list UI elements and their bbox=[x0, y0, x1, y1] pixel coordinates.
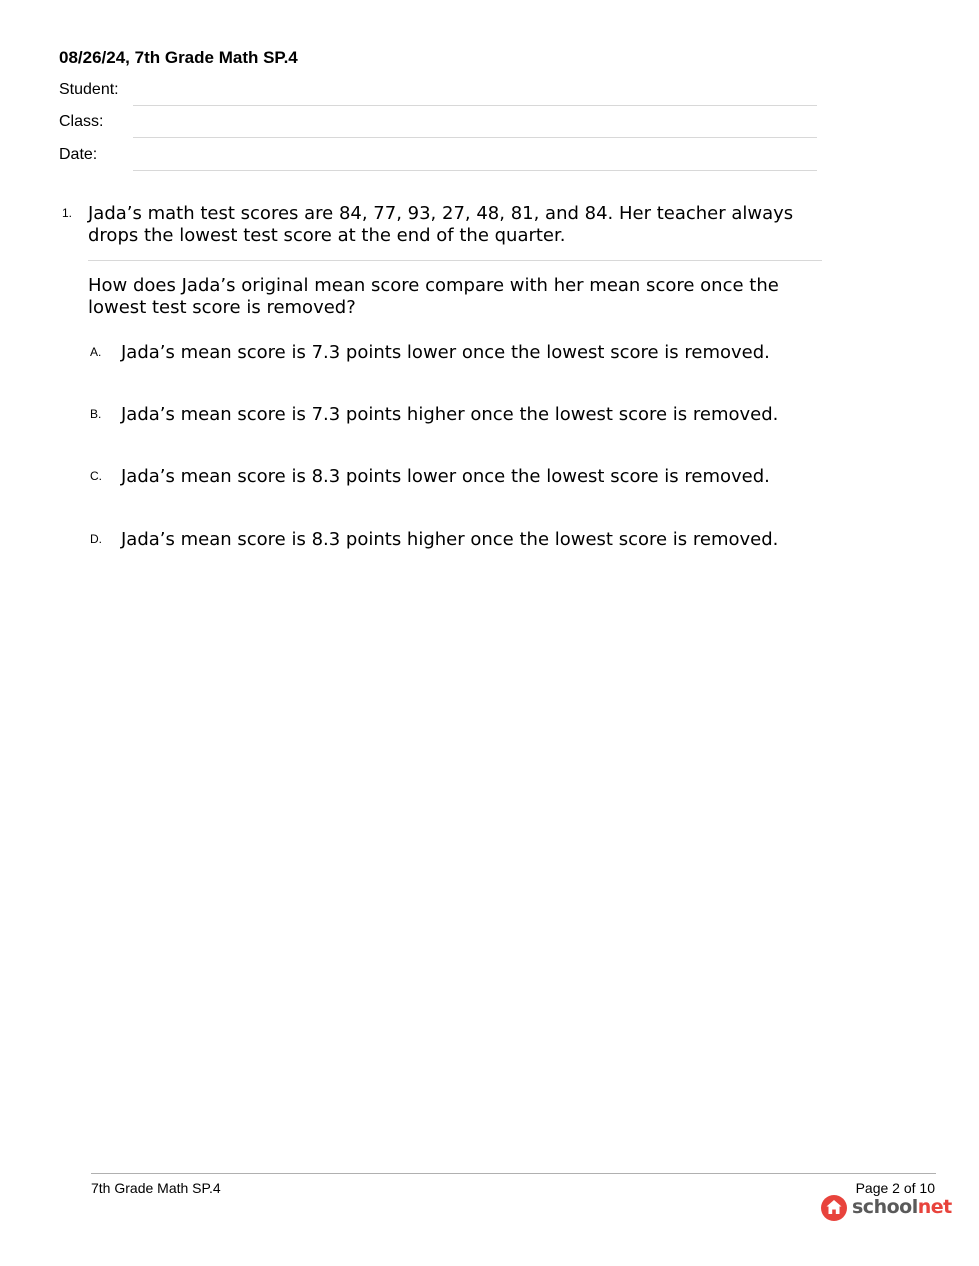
house-icon bbox=[820, 1194, 848, 1222]
question-number: 1. bbox=[62, 206, 73, 220]
date-field bbox=[59, 145, 819, 177]
schoolnet-logo bbox=[820, 1194, 952, 1222]
logo-text-school: school bbox=[852, 1196, 918, 1218]
choice-text: Jada’s mean score is 8.3 points lower once the lowest score is removed. bbox=[121, 466, 770, 487]
footer-divider bbox=[91, 1173, 936, 1174]
choice-text: Jada’s mean score is 7.3 points lower once the lowest score is removed. bbox=[121, 342, 770, 363]
class-line[interactable] bbox=[133, 137, 817, 138]
choice-text: Jada’s mean score is 7.3 points higher once the lowest score is removed. bbox=[121, 404, 779, 425]
choice-text: Jada’s mean score is 8.3 points higher once the lowest score is removed. bbox=[121, 529, 779, 550]
date-line[interactable] bbox=[133, 170, 817, 171]
student-field bbox=[59, 80, 819, 112]
date-label: Date: bbox=[59, 146, 98, 163]
choice-letter: B. bbox=[90, 407, 102, 421]
footer-title: 7th Grade Math SP.4 bbox=[91, 1180, 221, 1196]
page-number: Page 2 of 10 bbox=[855, 1180, 935, 1196]
assessment-title: 08/26/24, 7th Grade Math SP.4 bbox=[59, 48, 298, 67]
class-field bbox=[59, 112, 819, 144]
logo-text-net: net bbox=[917, 1196, 952, 1218]
student-label: Student: bbox=[59, 81, 119, 98]
choice-letter: A. bbox=[90, 345, 102, 359]
question-stem: Jada’s math test scores are 84, 77, 93, 27, 48, 81, and 84. Her teacher always drops the lowest test score at the end of the quarter. bbox=[88, 203, 794, 246]
choice-letter: C. bbox=[90, 469, 102, 483]
logo-text bbox=[852, 1195, 952, 1219]
class-label: Class: bbox=[59, 113, 104, 130]
question-divider bbox=[88, 260, 822, 261]
student-line[interactable] bbox=[133, 105, 817, 106]
question-prompt: How does Jada’s original mean score compare with her mean score once the lowest test score is removed? bbox=[88, 275, 779, 318]
choice-letter: D. bbox=[90, 532, 102, 546]
